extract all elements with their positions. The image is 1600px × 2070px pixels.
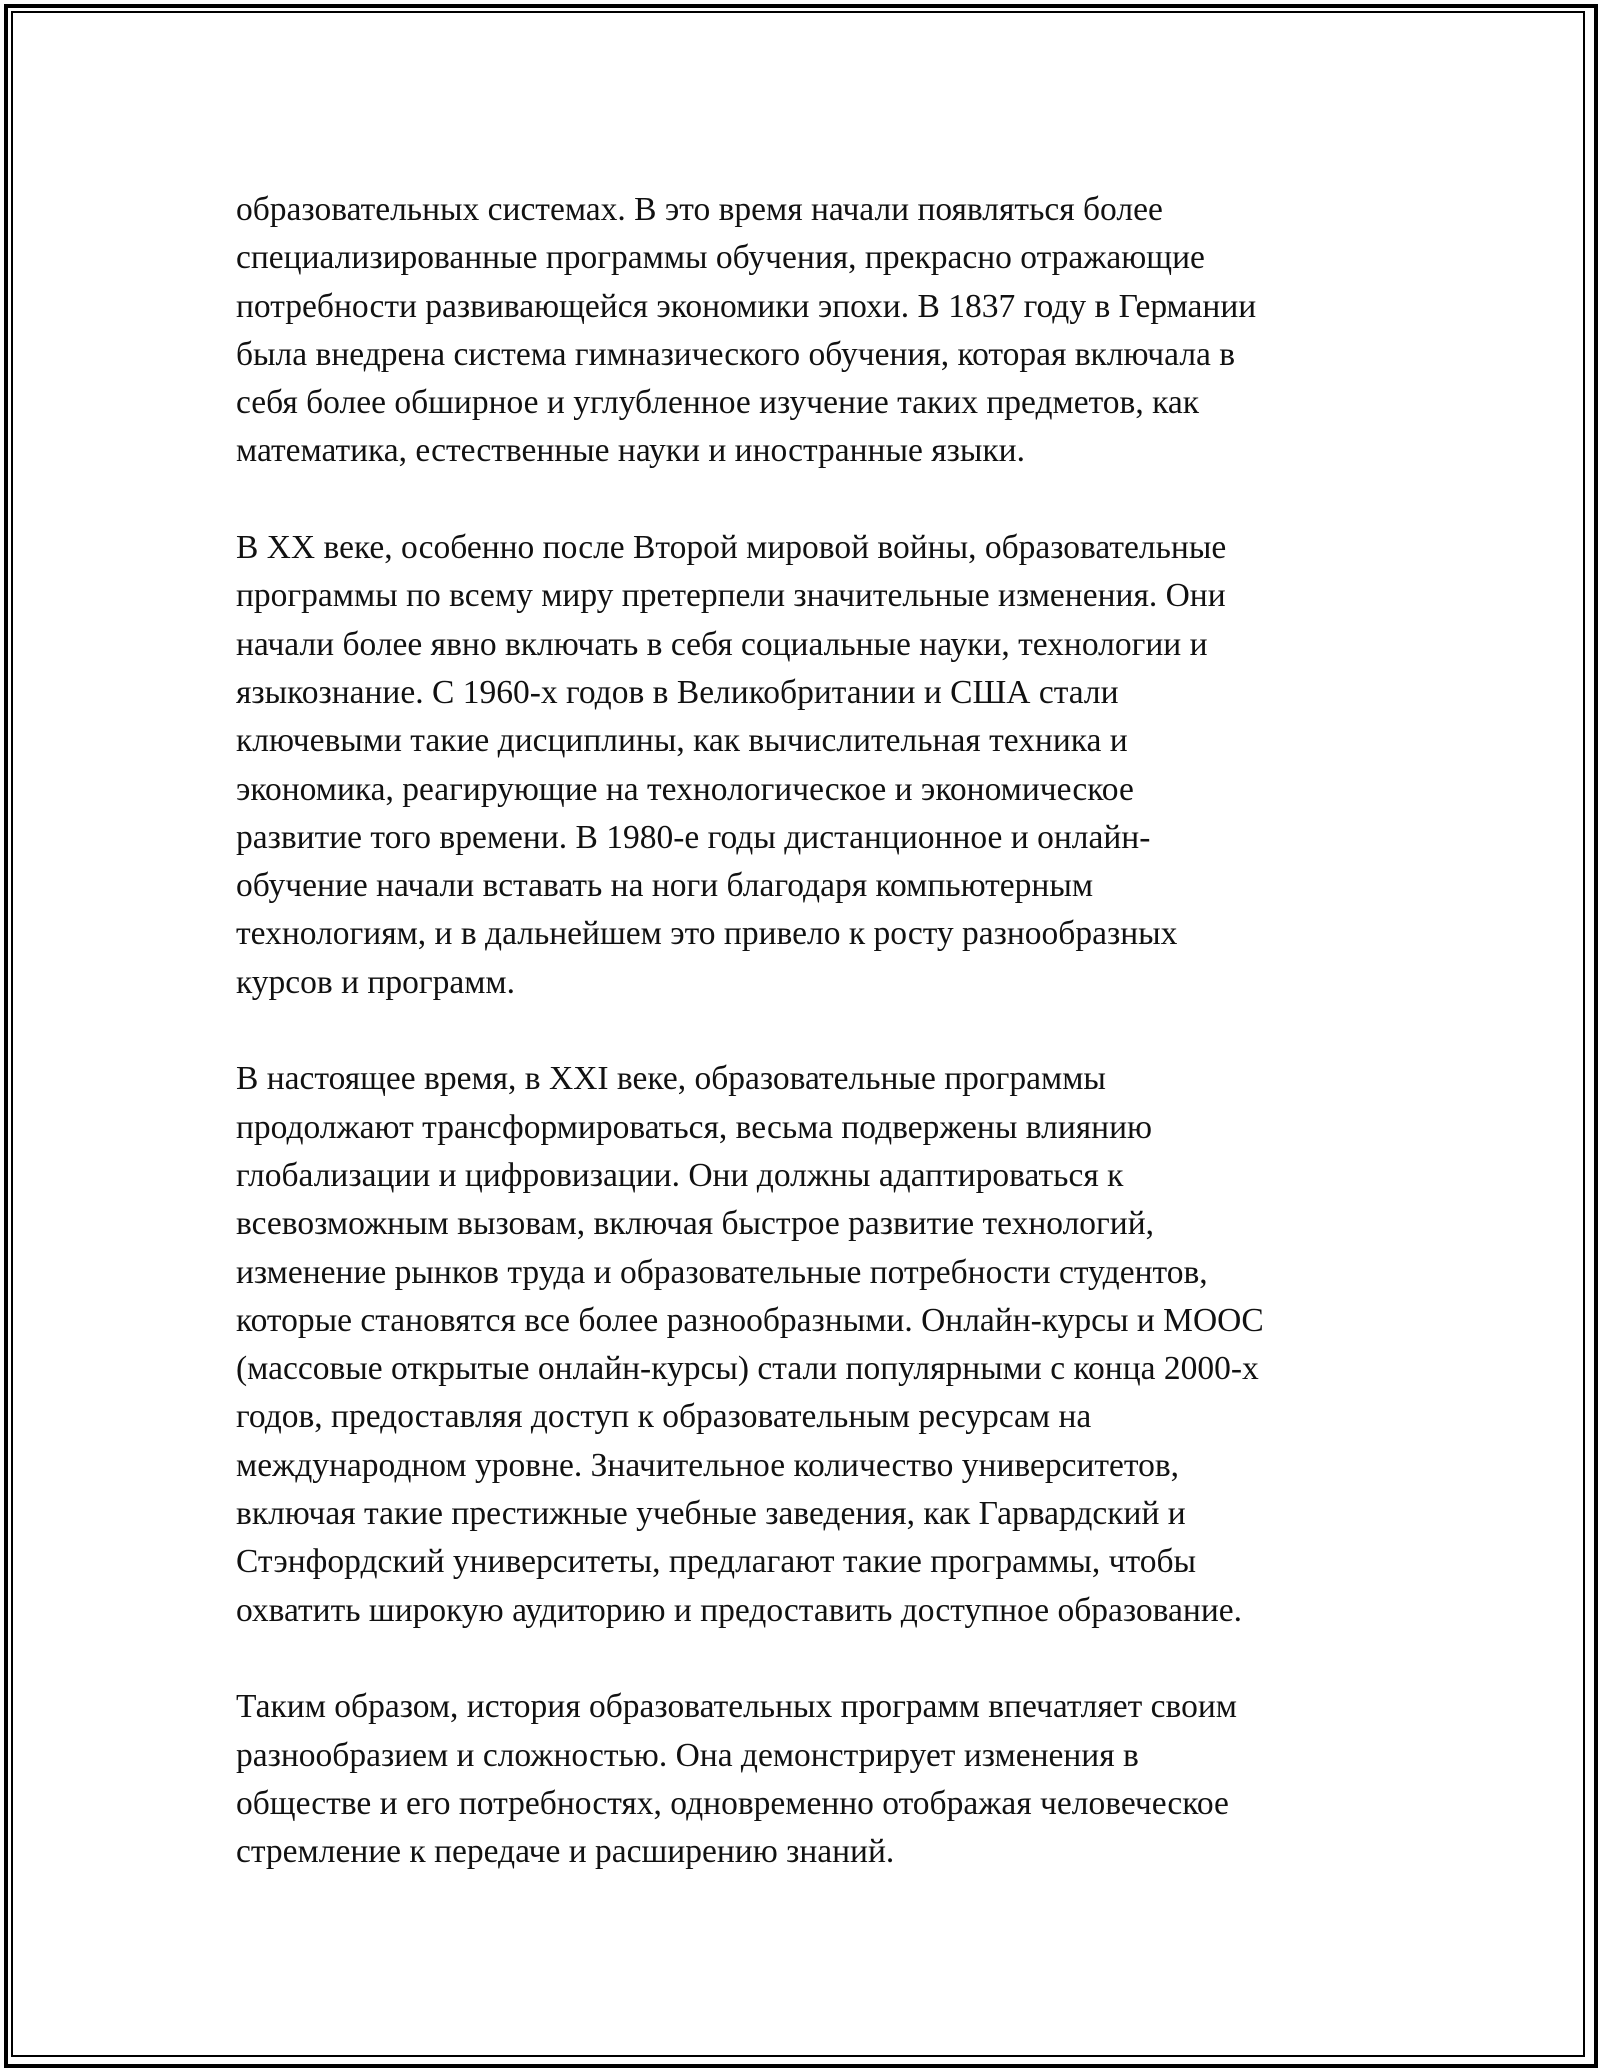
paragraph-1	[236, 186, 1386, 476]
text-line: изменение рынков труда и образовательные потребности студентов,	[236, 1253, 1208, 1291]
text-line: В настоящее время, в XXI веке, образовательные программы	[236, 1060, 1106, 1098]
text-line: технологиям, и в дальнейшем это привело к росту разнообразных	[236, 915, 1178, 953]
text-line: специализированные программы обучения, прекрасно отражающие	[236, 239, 1205, 277]
text-line: (массовые открытые онлайн-курсы) стали популярными с конца 2000-х	[236, 1350, 1259, 1388]
text-line: которые становятся все более разнообразными. Онлайн-курсы и MOOC	[236, 1301, 1264, 1339]
text-line: обучение начали вставать на ноги благодаря компьютерным	[236, 867, 1094, 905]
document-body	[236, 186, 1386, 1925]
text-line: начали более явно включать в себя социальные науки, технологии и	[236, 625, 1208, 663]
text-line: программы по всему миру претерпели значительные изменения. Они	[236, 577, 1226, 615]
text-line: ключевыми такие дисциплины, как вычислительная техника и	[236, 722, 1128, 760]
paragraph-3	[236, 1055, 1386, 1635]
paragraph-4	[236, 1683, 1386, 1876]
text-line: математика, естественные науки и иностранные языки.	[236, 432, 1025, 470]
text-line: стремление к передаче и расширению знаний.	[236, 1833, 895, 1871]
text-line: разнообразием и сложностью. Она демонстрирует изменения в	[236, 1736, 1139, 1774]
paragraph-2	[236, 524, 1386, 1007]
text-line: была внедрена система гимназического обучения, которая включала в	[236, 335, 1236, 373]
text-line: экономика, реагирующие на технологическое и экономическое	[236, 770, 1134, 808]
text-line: годов, предоставляя доступ к образовательным ресурсам на	[236, 1398, 1092, 1436]
text-line: Стэнфордский университеты, предлагают такие программы, чтобы	[236, 1543, 1197, 1581]
text-line: продолжают трансформироваться, весьма подвержены влиянию	[236, 1108, 1153, 1146]
text-line: курсов и программ.	[236, 963, 515, 1001]
text-line: обществе и его потребностях, одновременно отображая человеческое	[236, 1784, 1229, 1822]
text-line: языкознание. С 1960-х годов в Великобритании и США стали	[236, 673, 1119, 711]
text-line: охватить широкую аудиторию и предоставить доступное образование.	[236, 1591, 1242, 1629]
text-line: себя более обширное и углубленное изучение таких предметов, как	[236, 384, 1200, 422]
text-line: Таким образом, история образовательных программ впечатляет своим	[236, 1688, 1237, 1726]
text-line: развитие того времени. В 1980-е годы дистанционное и онлайн-	[236, 818, 1151, 856]
text-line: глобализации и цифровизации. Они должны адаптироваться к	[236, 1156, 1124, 1194]
text-line: международном уровне. Значительное количество университетов,	[236, 1446, 1180, 1484]
text-line: В XX веке, особенно после Второй мировой войны, образовательные	[236, 529, 1227, 567]
text-line: всевозможным вызовам, включая быстрое развитие технологий,	[236, 1205, 1155, 1243]
text-line: потребности развивающейся экономики эпохи. В 1837 году в Германии	[236, 287, 1257, 325]
text-line: включая такие престижные учебные заведения, как Гарвардский и	[236, 1495, 1186, 1533]
text-line: образовательных системах. В это время начали появляться более	[236, 191, 1163, 228]
